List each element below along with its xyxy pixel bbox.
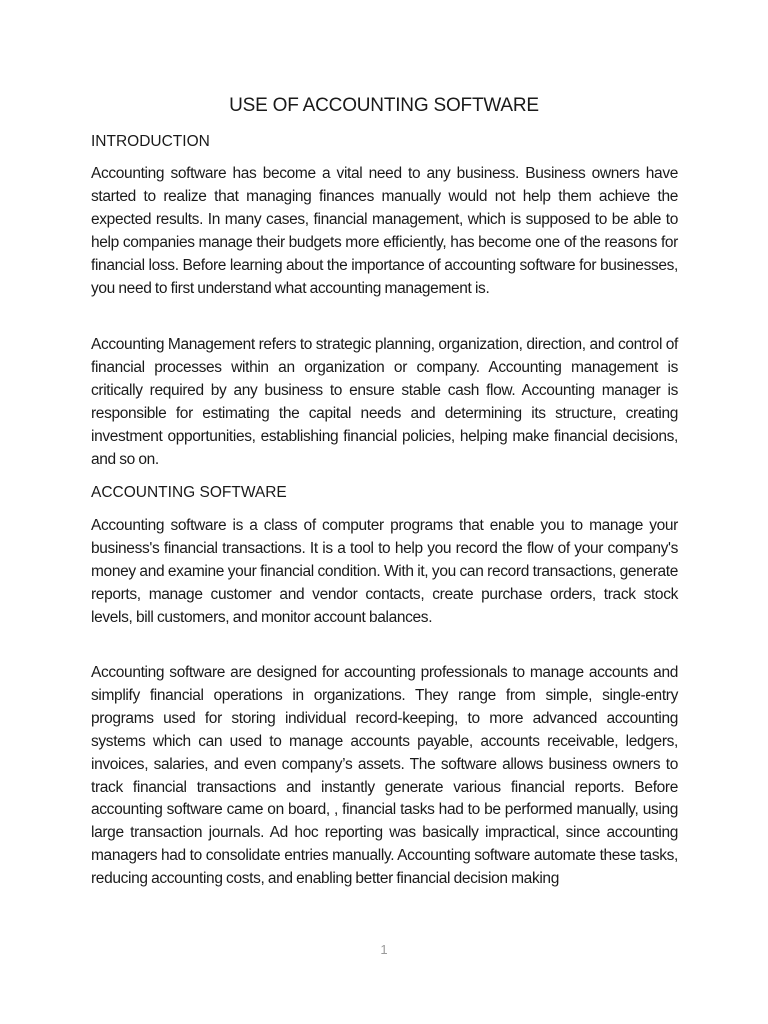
paragraph: Accounting software has become a vital need to any business. Business owners have started to realize that managing finances manually would not help them achieve the expected results. In many cases, financial management, which is supposed to be able to help companies manage their budgets more efficiently, has become one of the reasons for financial loss. Before learning about the importance of accounting software for businesses, you need to first understand what accounting management is. (91, 165, 678, 297)
paragraph: Accounting software are designed for accounting professionals to manage accounts and simplify financial operations in organizations. They range from simple, single-entry programs used for storing individual record-keeping, to more advanced accounting systems which can used to manage accounts payable, accounts receivable, ledgers, invoices, salaries, and even company’s assets. The software allows business owners to track financial transactions and instantly generate various financial reports. Before accounting software came on board, , financial tasks had to be performed manually, using large transaction journals. Ad hoc reporting was basically impractical, since accounting managers had to consolidate entries manually. Accounting software automate these tasks, reducing accounting costs, and enabling better financial decision making (91, 664, 678, 888)
paragraph: Accounting software is a class of computer programs that enable you to manage your business's financial transactions. It is a tool to help you record the flow of your company's money and examine your financial condition. With it, you can record transactions, generate reports, manage customer and vendor contacts, create purchase orders, track stock levels, bill customers, and monitor account balances. (91, 517, 678, 626)
paragraph: Accounting Management refers to strategic planning, organization, direction, and control of financial processes within an organization or company. Accounting management is critically required by any business to ensure stable cash flow. Accounting manager is responsible for estimating the capital needs and determining its structure, creating investment opportunities, establishing financial policies, helping make financial decisions, and so on. (91, 336, 678, 468)
section-heading-introduction: INTRODUCTION (91, 133, 210, 150)
page-number: 1 (380, 942, 388, 957)
document-title: USE OF ACCOUNTING SOFTWARE (229, 95, 539, 116)
section-heading-accounting-software: ACCOUNTING SOFTWARE (91, 484, 287, 501)
